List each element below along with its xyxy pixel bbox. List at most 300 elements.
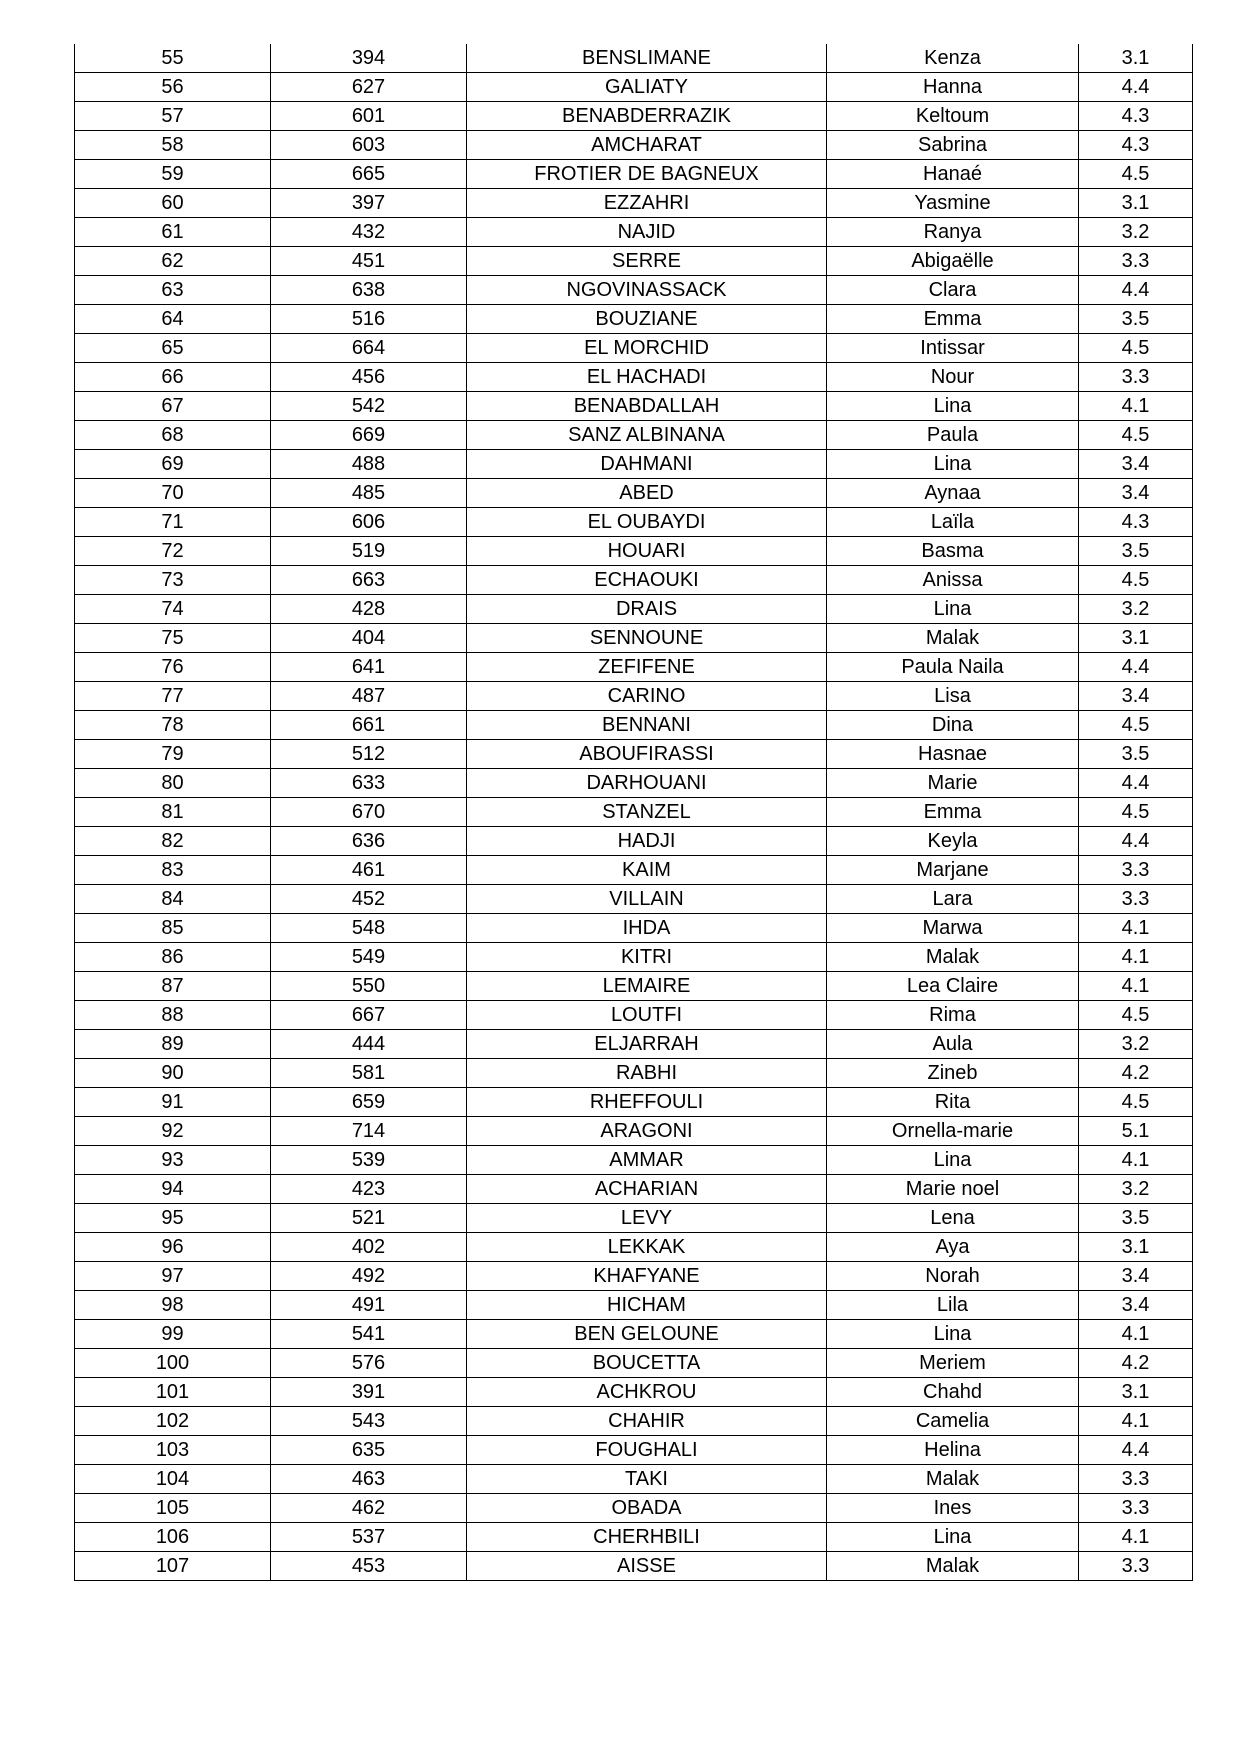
table-row [75,102,1193,131]
number-cell: 485 [271,479,467,508]
last-name-cell: BOUCETTA [467,1349,827,1378]
table-row [75,1320,1193,1349]
rank-cell: 98 [75,1291,271,1320]
last-name-cell: DARHOUANI [467,769,827,798]
first-name-cell: Lena [827,1204,1079,1233]
table-row [75,1146,1193,1175]
last-name-cell: SENNOUNE [467,624,827,653]
number-cell: 432 [271,218,467,247]
last-name-cell: IHDA [467,914,827,943]
score-cell: 3.5 [1079,740,1193,769]
first-name-cell: Norah [827,1262,1079,1291]
last-name-cell: KAIM [467,856,827,885]
number-cell: 541 [271,1320,467,1349]
rank-cell: 99 [75,1320,271,1349]
number-cell: 663 [271,566,467,595]
rank-cell: 65 [75,334,271,363]
last-name-cell: BOUZIANE [467,305,827,334]
rank-cell: 80 [75,769,271,798]
number-cell: 641 [271,653,467,682]
first-name-cell: Basma [827,537,1079,566]
number-cell: 462 [271,1494,467,1523]
first-name-cell: Intissar [827,334,1079,363]
rank-cell: 63 [75,276,271,305]
score-cell: 3.3 [1079,1494,1193,1523]
rank-cell: 69 [75,450,271,479]
table-row [75,798,1193,827]
number-cell: 606 [271,508,467,537]
first-name-cell: Lisa [827,682,1079,711]
last-name-cell: BENABDALLAH [467,392,827,421]
table-row [75,450,1193,479]
last-name-cell: KHAFYANE [467,1262,827,1291]
rank-cell: 62 [75,247,271,276]
rank-cell: 107 [75,1552,271,1581]
rank-cell: 97 [75,1262,271,1291]
score-cell: 3.3 [1079,1465,1193,1494]
table-row [75,334,1193,363]
rank-cell: 106 [75,1523,271,1552]
rank-cell: 85 [75,914,271,943]
score-cell: 4.5 [1079,421,1193,450]
score-cell: 4.1 [1079,1320,1193,1349]
table-row [75,508,1193,537]
table-row [75,1059,1193,1088]
score-cell: 3.4 [1079,479,1193,508]
table-row [75,711,1193,740]
first-name-cell: Dina [827,711,1079,740]
first-name-cell: Lina [827,1320,1079,1349]
first-name-cell: Malak [827,624,1079,653]
number-cell: 492 [271,1262,467,1291]
last-name-cell: EL MORCHID [467,334,827,363]
score-cell: 4.1 [1079,1146,1193,1175]
rank-cell: 76 [75,653,271,682]
rank-cell: 103 [75,1436,271,1465]
rank-cell: 66 [75,363,271,392]
number-cell: 444 [271,1030,467,1059]
table-row [75,1262,1193,1291]
number-cell: 402 [271,1233,467,1262]
rank-cell: 93 [75,1146,271,1175]
table-row [75,537,1193,566]
table-row [75,566,1193,595]
first-name-cell: Kenza [827,44,1079,73]
first-name-cell: Anissa [827,566,1079,595]
score-cell: 3.3 [1079,1552,1193,1581]
table-row [75,1175,1193,1204]
number-cell: 542 [271,392,467,421]
number-cell: 516 [271,305,467,334]
first-name-cell: Marie noel [827,1175,1079,1204]
number-cell: 537 [271,1523,467,1552]
last-name-cell: BEN GELOUNE [467,1320,827,1349]
last-name-cell: NGOVINASSACK [467,276,827,305]
score-cell: 4.5 [1079,1001,1193,1030]
last-name-cell: AMCHARAT [467,131,827,160]
first-name-cell: Ornella-marie [827,1117,1079,1146]
first-name-cell: Marie [827,769,1079,798]
first-name-cell: Malak [827,1552,1079,1581]
number-cell: 633 [271,769,467,798]
number-cell: 453 [271,1552,467,1581]
first-name-cell: Sabrina [827,131,1079,160]
score-cell: 4.1 [1079,943,1193,972]
last-name-cell: ECHAOUKI [467,566,827,595]
table-row [75,1465,1193,1494]
last-name-cell: LEVY [467,1204,827,1233]
number-cell: 391 [271,1378,467,1407]
score-cell: 4.2 [1079,1059,1193,1088]
table-row [75,392,1193,421]
score-cell: 3.3 [1079,856,1193,885]
score-cell: 4.1 [1079,972,1193,1001]
rank-cell: 67 [75,392,271,421]
last-name-cell: EL HACHADI [467,363,827,392]
last-name-cell: BENNANI [467,711,827,740]
number-cell: 659 [271,1088,467,1117]
score-cell: 4.4 [1079,653,1193,682]
table-row [75,421,1193,450]
rank-cell: 57 [75,102,271,131]
table-row [75,189,1193,218]
first-name-cell: Lea Claire [827,972,1079,1001]
first-name-cell: Clara [827,276,1079,305]
number-cell: 512 [271,740,467,769]
table-row [75,160,1193,189]
last-name-cell: AMMAR [467,1146,827,1175]
score-cell: 4.5 [1079,566,1193,595]
rank-cell: 96 [75,1233,271,1262]
score-cell: 3.4 [1079,450,1193,479]
last-name-cell: HOUARI [467,537,827,566]
number-cell: 601 [271,102,467,131]
rank-cell: 55 [75,44,271,73]
first-name-cell: Lina [827,595,1079,624]
score-cell: 4.5 [1079,798,1193,827]
score-cell: 4.1 [1079,1523,1193,1552]
rank-cell: 102 [75,1407,271,1436]
results-table [74,44,1193,1581]
rank-cell: 83 [75,856,271,885]
rank-cell: 75 [75,624,271,653]
score-cell: 4.3 [1079,131,1193,160]
first-name-cell: Paula Naila [827,653,1079,682]
number-cell: 456 [271,363,467,392]
number-cell: 627 [271,73,467,102]
number-cell: 664 [271,334,467,363]
last-name-cell: CHAHIR [467,1407,827,1436]
table-row [75,914,1193,943]
table-row [75,769,1193,798]
first-name-cell: Marjane [827,856,1079,885]
first-name-cell: Lina [827,392,1079,421]
last-name-cell: NAJID [467,218,827,247]
last-name-cell: LOUTFI [467,1001,827,1030]
first-name-cell: Paula [827,421,1079,450]
table-row [75,218,1193,247]
table-row [75,1001,1193,1030]
rank-cell: 95 [75,1204,271,1233]
score-cell: 3.1 [1079,624,1193,653]
last-name-cell: AISSE [467,1552,827,1581]
table-row [75,624,1193,653]
number-cell: 543 [271,1407,467,1436]
score-cell: 4.4 [1079,827,1193,856]
rank-cell: 64 [75,305,271,334]
last-name-cell: CARINO [467,682,827,711]
score-cell: 3.4 [1079,1291,1193,1320]
last-name-cell: DRAIS [467,595,827,624]
last-name-cell: DAHMANI [467,450,827,479]
last-name-cell: OBADA [467,1494,827,1523]
score-cell: 3.3 [1079,885,1193,914]
last-name-cell: EZZAHRI [467,189,827,218]
first-name-cell: Yasmine [827,189,1079,218]
table-row [75,131,1193,160]
rank-cell: 84 [75,885,271,914]
first-name-cell: Malak [827,1465,1079,1494]
rank-cell: 79 [75,740,271,769]
score-cell: 3.4 [1079,1262,1193,1291]
first-name-cell: Chahd [827,1378,1079,1407]
score-cell: 4.5 [1079,1088,1193,1117]
number-cell: 669 [271,421,467,450]
table-row [75,972,1193,1001]
table-row [75,1552,1193,1581]
number-cell: 661 [271,711,467,740]
last-name-cell: BENSLIMANE [467,44,827,73]
first-name-cell: Ranya [827,218,1079,247]
rank-cell: 87 [75,972,271,1001]
score-cell: 3.4 [1079,682,1193,711]
rank-cell: 68 [75,421,271,450]
first-name-cell: Aula [827,1030,1079,1059]
score-cell: 3.5 [1079,1204,1193,1233]
score-cell: 3.5 [1079,305,1193,334]
number-cell: 397 [271,189,467,218]
number-cell: 539 [271,1146,467,1175]
number-cell: 461 [271,856,467,885]
number-cell: 665 [271,160,467,189]
score-cell: 3.2 [1079,1175,1193,1204]
number-cell: 581 [271,1059,467,1088]
table-row [75,363,1193,392]
last-name-cell: STANZEL [467,798,827,827]
first-name-cell: Lara [827,885,1079,914]
number-cell: 549 [271,943,467,972]
rank-cell: 88 [75,1001,271,1030]
table-row [75,1117,1193,1146]
number-cell: 638 [271,276,467,305]
number-cell: 635 [271,1436,467,1465]
table-row [75,1030,1193,1059]
first-name-cell: Lina [827,1523,1079,1552]
table-row [75,1233,1193,1262]
score-cell: 4.2 [1079,1349,1193,1378]
table-row [75,653,1193,682]
first-name-cell: Abigaëlle [827,247,1079,276]
last-name-cell: ARAGONI [467,1117,827,1146]
score-cell: 4.1 [1079,1407,1193,1436]
last-name-cell: ACHARIAN [467,1175,827,1204]
last-name-cell: HADJI [467,827,827,856]
first-name-cell: Lina [827,1146,1079,1175]
rank-cell: 101 [75,1378,271,1407]
score-cell: 4.5 [1079,711,1193,740]
score-cell: 3.1 [1079,189,1193,218]
table-row [75,827,1193,856]
last-name-cell: ABED [467,479,827,508]
rank-cell: 60 [75,189,271,218]
score-cell: 3.2 [1079,1030,1193,1059]
last-name-cell: FOUGHALI [467,1436,827,1465]
rank-cell: 105 [75,1494,271,1523]
last-name-cell: GALIATY [467,73,827,102]
first-name-cell: Aya [827,1233,1079,1262]
score-cell: 4.3 [1079,102,1193,131]
table-row [75,1494,1193,1523]
number-cell: 667 [271,1001,467,1030]
first-name-cell: Lina [827,450,1079,479]
rank-cell: 70 [75,479,271,508]
score-cell: 4.4 [1079,276,1193,305]
last-name-cell: TAKI [467,1465,827,1494]
number-cell: 452 [271,885,467,914]
score-cell: 3.3 [1079,247,1193,276]
rank-cell: 78 [75,711,271,740]
number-cell: 714 [271,1117,467,1146]
table-row [75,1349,1193,1378]
first-name-cell: Emma [827,305,1079,334]
first-name-cell: Nour [827,363,1079,392]
rank-cell: 81 [75,798,271,827]
number-cell: 603 [271,131,467,160]
rank-cell: 90 [75,1059,271,1088]
rank-cell: 74 [75,595,271,624]
first-name-cell: Ines [827,1494,1079,1523]
last-name-cell: HICHAM [467,1291,827,1320]
table-row [75,1523,1193,1552]
last-name-cell: SANZ ALBINANA [467,421,827,450]
rank-cell: 58 [75,131,271,160]
last-name-cell: BENABDERRAZIK [467,102,827,131]
score-cell: 4.5 [1079,160,1193,189]
last-name-cell: CHERHBILI [467,1523,827,1552]
table-row [75,1291,1193,1320]
number-cell: 519 [271,537,467,566]
table-row [75,1407,1193,1436]
score-cell: 3.2 [1079,595,1193,624]
score-cell: 4.1 [1079,392,1193,421]
rank-cell: 104 [75,1465,271,1494]
last-name-cell: SERRE [467,247,827,276]
table-row [75,479,1193,508]
number-cell: 521 [271,1204,467,1233]
last-name-cell: ACHKROU [467,1378,827,1407]
table-row [75,1088,1193,1117]
rank-cell: 91 [75,1088,271,1117]
last-name-cell: LEMAIRE [467,972,827,1001]
number-cell: 491 [271,1291,467,1320]
first-name-cell: Hanna [827,73,1079,102]
first-name-cell: Camelia [827,1407,1079,1436]
score-cell: 3.5 [1079,537,1193,566]
table-row [75,943,1193,972]
score-cell: 4.3 [1079,508,1193,537]
last-name-cell: RABHI [467,1059,827,1088]
number-cell: 550 [271,972,467,1001]
first-name-cell: Marwa [827,914,1079,943]
score-cell: 3.2 [1079,218,1193,247]
first-name-cell: Hanaé [827,160,1079,189]
number-cell: 487 [271,682,467,711]
last-name-cell: ZEFIFENE [467,653,827,682]
rank-cell: 72 [75,537,271,566]
first-name-cell: Hasnae [827,740,1079,769]
number-cell: 548 [271,914,467,943]
score-cell: 4.4 [1079,769,1193,798]
last-name-cell: ELJARRAH [467,1030,827,1059]
table-row [75,595,1193,624]
first-name-cell: Keyla [827,827,1079,856]
first-name-cell: Meriem [827,1349,1079,1378]
number-cell: 404 [271,624,467,653]
number-cell: 394 [271,44,467,73]
rank-cell: 71 [75,508,271,537]
last-name-cell: VILLAIN [467,885,827,914]
score-cell: 3.3 [1079,363,1193,392]
first-name-cell: Lila [827,1291,1079,1320]
table-row [75,247,1193,276]
score-cell: 3.1 [1079,1378,1193,1407]
table-row [75,1436,1193,1465]
last-name-cell: EL OUBAYDI [467,508,827,537]
table-row [75,73,1193,102]
rank-cell: 86 [75,943,271,972]
last-name-cell: RHEFFOULI [467,1088,827,1117]
table-row [75,682,1193,711]
first-name-cell: Helina [827,1436,1079,1465]
rank-cell: 61 [75,218,271,247]
last-name-cell: FROTIER DE BAGNEUX [467,160,827,189]
rank-cell: 56 [75,73,271,102]
last-name-cell: KITRI [467,943,827,972]
number-cell: 636 [271,827,467,856]
table-row [75,44,1193,73]
table-row [75,1378,1193,1407]
table-row [75,276,1193,305]
table-row [75,740,1193,769]
first-name-cell: Zineb [827,1059,1079,1088]
first-name-cell: Malak [827,943,1079,972]
number-cell: 463 [271,1465,467,1494]
score-cell: 3.1 [1079,44,1193,73]
first-name-cell: Laïla [827,508,1079,537]
rank-cell: 89 [75,1030,271,1059]
table-row [75,1204,1193,1233]
number-cell: 670 [271,798,467,827]
rank-cell: 82 [75,827,271,856]
number-cell: 488 [271,450,467,479]
score-cell: 4.1 [1079,914,1193,943]
last-name-cell: ABOUFIRASSI [467,740,827,769]
rank-cell: 77 [75,682,271,711]
rank-cell: 100 [75,1349,271,1378]
rank-cell: 94 [75,1175,271,1204]
score-cell: 4.4 [1079,1436,1193,1465]
first-name-cell: Keltoum [827,102,1079,131]
